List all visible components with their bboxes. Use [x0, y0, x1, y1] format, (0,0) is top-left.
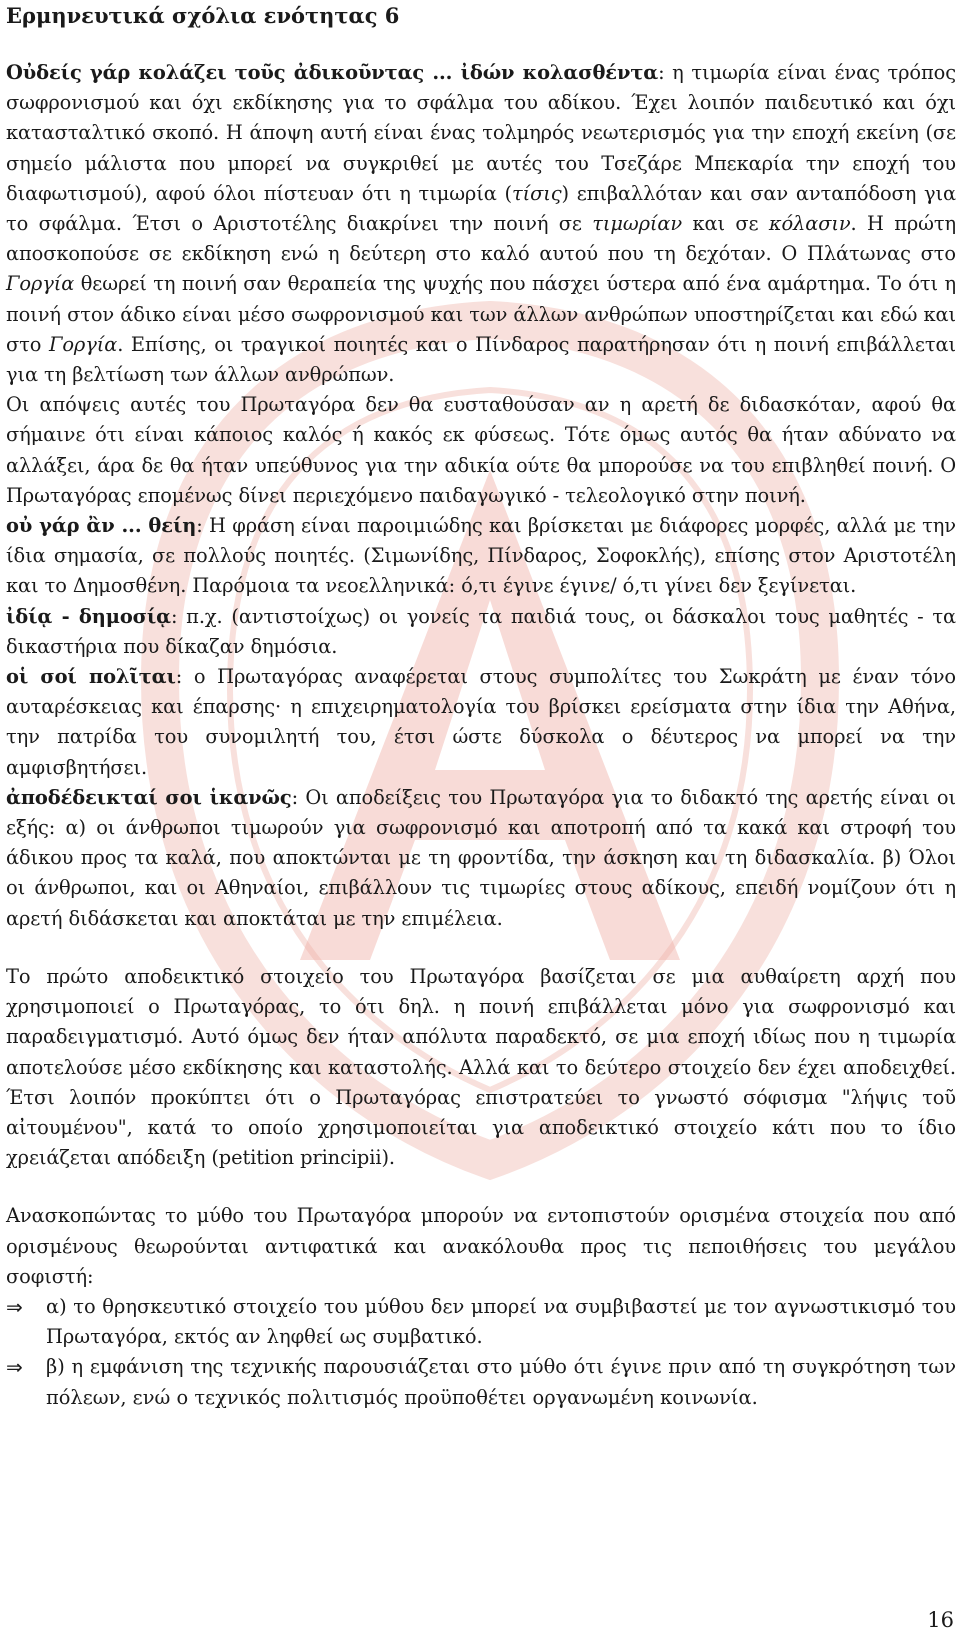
- page-number: 16: [927, 1608, 954, 1632]
- contradictions-list: [6, 1292, 956, 1413]
- paragraph-proofs: ἀποδέδεικταί σοι ἱκανῶς: Οι αποδείξεις του Πρωταγόρα για το διδακτό της αρετής είναι οι εξής: α) οι άνθρωποι τιμωρούν για σωφρονισμό και αποτροπή από τα κακά και στροφή του άδικου προς τα καλά, που αποκτώνται με τη φροντίδα, την άσκηση και τη διδασκαλία. β) Όλοι οι άνθρωποι, και οι Αθηναίοι, επιβάλλουν τις τιμωρίες στους αδίκους, επειδή νομίζουν ότι η αρετή διδάσκεται και αποκτάται με την επιμέλεια.: [6, 785, 956, 930]
- paragraph-citizens: οἱ σοί πολῖται: ο Πρωταγόρας αναφέρεται στους συμπολίτες του Σωκράτη με έναν τόνο αυταρέσκειας και έπαρσης· η επιχειρηματολογία του βρίσκει ερείσματα στην ίδια την Αθήνα, την πατρίδα του συνομιλητή του, έτσι ώστε δύσκολα ο δέυτερος να μπορεί να την αμφισβητήσει.: [6, 665, 956, 779]
- paragraph-myth-review: Ανασκοπώντας το μύθο του Πρωταγόρα μπορούν να εντοπιστούν ορισμένα στοιχεία που από ορισμένους θεωρούνται αντιφατικά και ανακόλουθα προς τις πεποιθήσεις του μεγάλου σοφιστή:: [6, 1204, 956, 1288]
- arrow-icon: ⇒: [6, 1294, 23, 1319]
- list-item: ⇒ α) το θρησκευτικό στοιχείο του μύθου δεν μπορεί να συμβιβαστεί με τον αγνωστικισμό του Πρωταγόρα, εκτός αν ληφθεί ως συμβατικό.: [6, 1292, 956, 1352]
- paragraph-first-proof: Το πρώτο αποδεικτικό στοιχείο του Πρωταγόρα βασίζεται σε μια αυθαίρετη αρχή που χρησιμοποιεί ο Πρωταγόρας, το ότι δηλ. η ποινή επιβάλλεται μόνο για σωφρονισμό και παραδειγματισμό. Αυτό όμως δεν ήταν απόλυτα παραδεκτό, σε μια εποχή ιδίως που η τιμωρία αποτελούσε μέσο εκδίκησης και καταστολής. Αλλά και το δεύτερο στοιχείο δεν έχει αποδειχθεί. Έτσι λοιπόν προκύπτει ότι ο Πρωταγόρας επιστρατεύει το γνωστό σόφισμα "λήψις τοῦ αἰτουμένου", κατά το οποίο χρησιμοποιείται για αποδεικτικό στοιχείο κάτι που το ίδιο χρειάζεται απόδειξη (petition principii).: [6, 964, 956, 1170]
- greek-term: ἀποδέδεικταί σοι ἱκανῶς: [6, 785, 292, 809]
- arrow-icon: ⇒: [6, 1355, 23, 1380]
- greek-term: Οὐδείς γάρ κολάζει τοῦς ἀδικοῦντας ... ἰδών κολασθέντα: [6, 61, 659, 84]
- page-title: Ερμηνευτικά σχόλια ενότητας 6: [6, 3, 400, 28]
- greek-term: οὐ γάρ ἂν ... θείη: [6, 514, 197, 538]
- paragraph-private-public: ἰδίᾳ - δημοσίᾳ: π.χ. (αντιστοίχως) οι γονείς τα παιδιά τους, οι δάσκαλοι τους μαθητές - τα δικαστήρια που δίκαζαν δημόσια.: [6, 604, 956, 658]
- greek-term: ἰδίᾳ - δημοσίᾳ: [6, 604, 171, 628]
- document-page: [6, 0, 956, 1413]
- list-item: ⇒ β) η εμφάνιση της τεχνικής παρουσιάζεται στο μύθο ότι έγινε πριν από τη συγκρότηση των πόλεων, ενώ ο τεχνικός πολιτισμός προϋποθέτει οργανωμένη κοινωνία.: [6, 1352, 956, 1412]
- greek-term: οἱ σοί πολῖται: [6, 665, 176, 689]
- paragraph-protagoras-views: Οι απόψεις αυτές του Πρωταγόρα δεν θα ευσταθούσαν αν η αρετή δε διδασκόταν, αφού θα σήμαινε ότι είναι κάποιος καλός ή κακός εκ φύσεως. Τότε όμως αυτός θα ήταν αδύνατο να αλλάξει, άρα δε θα ήταν υπεύθυνος για την αδικία ούτε θα μπορούσε να του επιβληθεί ποινή. Ο Πρωταγόρας επομένως δίνει περιεχόμενο παιδαγωγικό - τελεολογικό στην ποινή.: [6, 393, 956, 507]
- paragraph-punishment: Οὐδείς γάρ κολάζει τοῦς ἀδικοῦντας ... ἰδών κολασθέντα: η τιμωρία είναι ένας τρόπος σωφρονισμού και όχι εκδίκησης για το σφάλμα του αδίκου. Έχει λοιπόν παιδευτικό και όχι κατασταλτικό σκοπό. Η άποψη αυτή είναι ένας τολμηρός νεωτερισμός για την εποχή εκείνη (σε σημείο μάλιστα που μπορεί να συγκριθεί με αυτές του Τσεζάρε Μπεκαρία την εποχή του διαφωτισμού), αφού όλοι πίστευαν ότι η τιμωρία (τίσις) επιβαλλόταν και σαν ανταπόδοση για το σφάλμα. Έτσι ο Αριστοτέλης διακρίνει την ποινή σε τιμωρίαν και σε κόλασιν. Η πρώτη αποσκοπούσε σε εκδίκηση ενώ η δεύτερη στο καλό αυτού που τη δεχόταν. Ο Πλάτωνας στο Γοργία θεωρεί τη ποινή σαν θεραπεία της ψυχής που πάσχει ύστερα από ένα αμάρτημα. Το ότι η ποινή στον άδικο είναι μέσο σωφρονισμού και των άλλων ανθρώπων υποστηρίζεται και εδώ και στο Γοργία. Επίσης, οι τραγικοί ποιητές και ο Πίνδαρος παρατήρησαν ότι η ποινή επιβάλλεται για τη βελτίωση των άλλων ανθρώπων.: [6, 61, 957, 387]
- paragraph-proverb: οὐ γάρ ἂν ... θείη: Η φράση είναι παροιμιώδης και βρίσκεται με διάφορες μορφές, αλλά με την ίδια σημασία, σε πολλούς ποιητές. (Σιμωνίδης, Πίνδαρος, Σοφοκλής), επίσης στον Αριστοτέλη και το Δημοσθένη. Παρόμοια τα νεοελληνικά: ό,τι έγινε έγινε/ ό,τι γίνει δεν ξεγίνεται.: [6, 514, 956, 598]
